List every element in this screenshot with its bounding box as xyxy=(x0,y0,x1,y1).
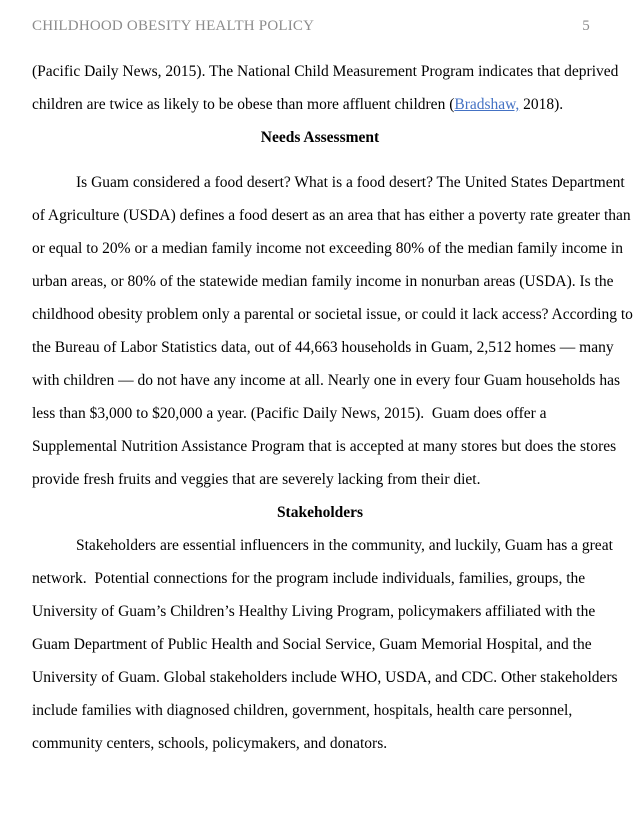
body-text-line: include families with diagnosed children, government, hospitals, health care personnel, xyxy=(32,702,573,719)
running-head: CHILDHOOD OBESITY HEALTH POLICY xyxy=(32,18,315,34)
body-text-line: Stakeholders are essential influencers in the community, and luckily, Guam has a great xyxy=(76,537,613,554)
section-heading-stakeholders: Stakeholders xyxy=(276,504,364,521)
body-text-line xyxy=(32,88,608,121)
body-text-line: less than $3,000 to $20,000 a year. (Pacific Daily News, 2015). Guam does offer a xyxy=(32,405,547,422)
body-text-line: Guam Department of Public Health and Social Service, Guam Memorial Hospital, and the xyxy=(32,636,592,653)
body-text-line: community centers, schools, policymakers, and donators. xyxy=(32,735,388,752)
body-text-line: with children — do not have any income at all. Nearly one in every four Guam households has xyxy=(32,372,620,389)
body-text-line: the Bureau of Labor Statistics data, out of 44,663 households in Guam, 2,512 homes — many xyxy=(32,339,614,356)
body-text-line: of Agriculture (USDA) defines a food desert as an area that has either a poverty rate greater than xyxy=(32,207,631,224)
body-text-line: Supplemental Nutrition Assistance Program that is accepted at many stores but does the stores xyxy=(32,438,617,455)
section-heading-needs-assessment: Needs Assessment xyxy=(260,129,380,146)
body-text-line: childhood obesity problem only a parental or societal issue, or could it lack access? According to xyxy=(32,306,633,323)
page-header xyxy=(32,16,608,36)
body-text-line: Is Guam considered a food desert? What is a food desert? The United States Department xyxy=(76,174,625,191)
bradshaw-citation-link[interactable]: Bradshaw, xyxy=(454,96,520,113)
body-text-fragment: 2018). xyxy=(519,96,564,113)
body-text-line: University of Guam’s Children’s Healthy Living Program, policymakers affiliated with the xyxy=(32,603,596,620)
body-text-line: or equal to 20% or a median family income not exceeding 80% of the median family income in xyxy=(32,240,623,257)
body-text-fragment: children are twice as likely to be obese than more affluent children ( xyxy=(32,96,455,113)
body-text-line: University of Guam. Global stakeholders include WHO, USDA, and CDC. Other stakeholders xyxy=(32,669,618,686)
body-text-line: (Pacific Daily News, 2015). The National Child Measurement Program indicates that deprived xyxy=(32,63,619,80)
body-text-line: urban areas, or 80% of the statewide median family income in nonurban areas (USDA). Is the xyxy=(32,273,614,290)
page-number: 5 xyxy=(582,18,590,34)
body-text-line: provide fresh fruits and veggies that are severely lacking from their diet. xyxy=(32,471,481,488)
body-text-line: network. Potential connections for the program include individuals, families, groups, the xyxy=(32,570,586,587)
document-body xyxy=(32,55,633,760)
